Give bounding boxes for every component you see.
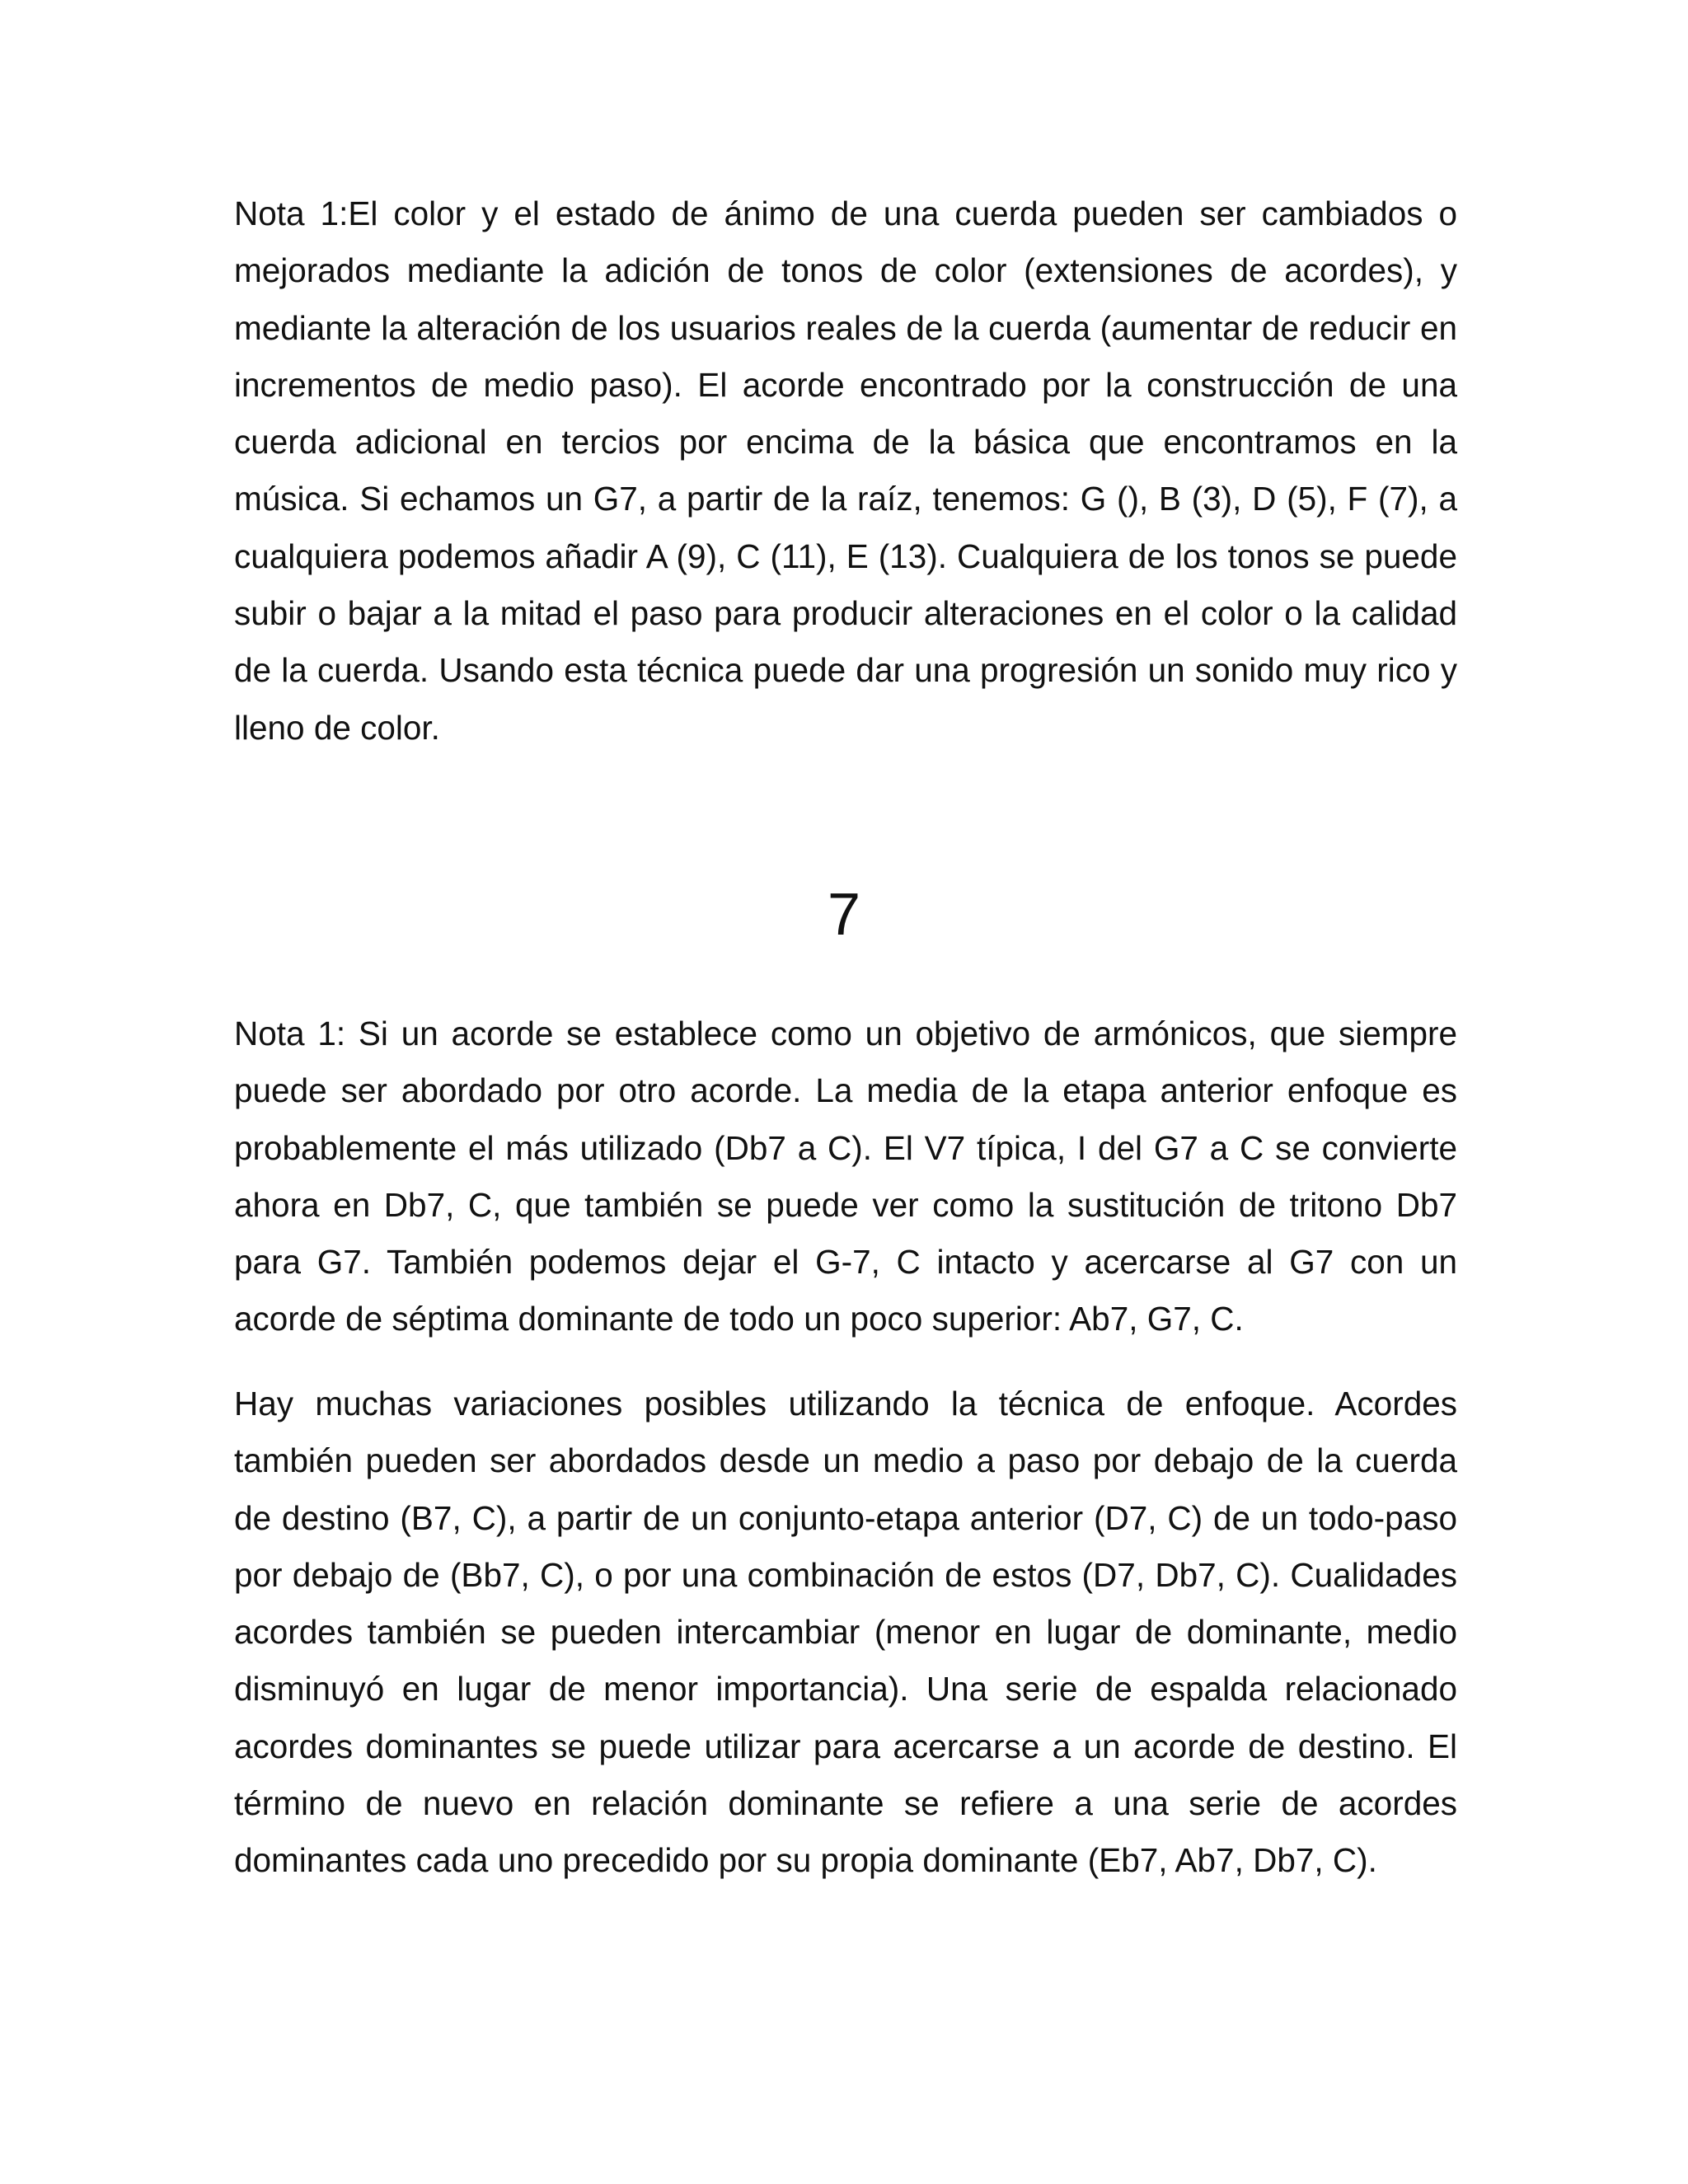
page-number-container <box>0 878 1688 952</box>
variations-block <box>234 1376 1457 1890</box>
page-number: 7 <box>827 882 861 948</box>
second-note-paragraph: Nota 1: Si un acorde se establece como un objetivo de armónicos, que siempre puede ser abordado por otro acorde. La media de la etapa anterior enfoque es probablemente el más utilizado (Db7 a C). El V7 típica, I del G7 a C se convierte ahora en Db7, C, que también se puede ver como la sustitución de tritono Db7 para G7. También podemos dejar el G-7, C intacto y acercarse al G7 con un acorde de séptima dominante de todo un poco superior: Ab7, G7, C. <box>234 1015 1457 1338</box>
variations-paragraph: Hay muchas variaciones posibles utilizando la técnica de enfoque. Acordes también pueden ser abordados desde un medio a paso por debajo de la cuerda de destino (B7, C), a partir de un conjunto-etapa anterior (D7, C) de un todo-paso por debajo de (Bb7, C), o por una combinación de estos (D7, Db7, C). Cualidades acordes también se pueden intercambiar (menor en lugar de dominante, medio disminuyó en lugar de menor importancia). Una serie de espalda relacionado acordes dominantes se puede utilizar para acercarse a un acorde de destino. El término de nuevo en relación dominante se refiere a una serie de acordes dominantes cada uno precedido por su propia dominante (Eb7, Ab7, Db7, C). <box>234 1385 1457 1880</box>
first-note-block <box>234 185 1457 757</box>
first-note-paragraph: Nota 1:El color y el estado de ánimo de una cuerda pueden ser cambiados o mejorados mediante la adición de tonos de color (extensiones de acordes), y mediante la alteración de los usuarios reales de la cuerda (aumentar de reducir en incrementos de medio paso). El acorde encontrado por la construcción de una cuerda adicional en tercios por encima de la básica que encontramos en la música. Si echamos un G7, a partir de la raíz, tenemos: G (), B (3), D (5), F (7), a cualquiera podemos añadir A (9), C (11), E (13). Cualquiera de los tonos se puede subir o bajar a la mitad el paso para producir alteraciones en el color o la calidad de la cuerda. Usando esta técnica puede dar una progresión un sonido muy rico y lleno de color. <box>234 194 1457 747</box>
second-note-block <box>234 1005 1457 1348</box>
